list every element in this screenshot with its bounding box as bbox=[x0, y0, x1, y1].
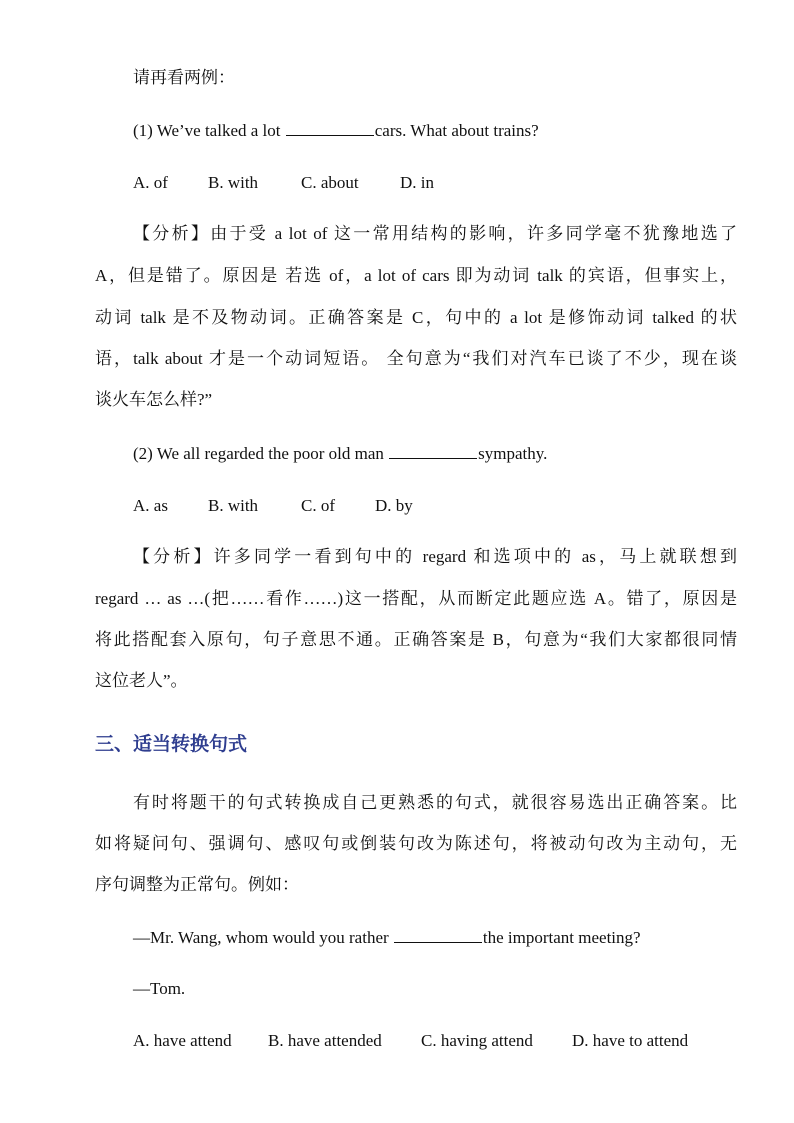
question-1-stem-before: (1) We’ve talked a lot bbox=[133, 121, 285, 140]
question-2-stem bbox=[133, 441, 547, 466]
section-3-paragraph-line-3: 序句调整为正常句。例如： bbox=[95, 875, 299, 894]
question-3-stem-after: the important meeting? bbox=[482, 928, 641, 947]
section-3-paragraph-line-1: 有时将题干的句式转换成自己更熟悉的句式，就很容易选出正确答案。比 bbox=[133, 793, 737, 812]
analysis-1-line-5: 谈火车怎么样?” bbox=[95, 390, 213, 409]
analysis-1-line-4: 语，talk about 才是一个动词短语。 全句意为“我们对汽车已谈了不少，现在谈 bbox=[95, 349, 737, 368]
intro-text: 请再看两例： bbox=[133, 68, 235, 87]
analysis-1-line-1: 【分析】由于受 a lot of 这一常用结构的影响，许多同学毫不犹豫地选了 bbox=[133, 224, 737, 243]
analysis-2-line-2: regard … as …(把……看作……)这一搭配，从而断定此题应选 A。错了，原因是 bbox=[95, 589, 737, 608]
question-1-option-d: D. in bbox=[400, 173, 434, 192]
analysis-2-line-4: 这位老人”。 bbox=[95, 671, 188, 690]
question-3-option-d: D. have to attend bbox=[572, 1031, 689, 1050]
question-2-option-b: B. with bbox=[208, 496, 259, 515]
question-1-option-a: A. of bbox=[133, 173, 168, 192]
question-3-stem bbox=[133, 925, 641, 950]
analysis-1-line-3: 动词 talk 是不及物动词。正确答案是 C，句中的 a lot 是修饰动词 talked 的状 bbox=[95, 308, 737, 327]
question-3-option-b: B. have attended bbox=[268, 1031, 382, 1050]
question-2-option-a: A. as bbox=[133, 496, 168, 515]
question-3-option-a: A. have attend bbox=[133, 1031, 232, 1050]
analysis-1-line-2: A，但是错了。原因是 若选 of，a lot of cars 即为动词 talk 的宾语，但事实上， bbox=[95, 266, 737, 285]
question-2-option-d: D. by bbox=[375, 496, 413, 515]
section-3-paragraph-line-2: 如将疑问句、强调句、感叹句或倒装句改为陈述句，将被动句改为主动句，无 bbox=[95, 834, 737, 853]
question-3-blank bbox=[394, 925, 482, 943]
question-2-stem-after: sympathy. bbox=[478, 444, 548, 463]
question-2-stem-before: (2) We all regarded the poor old man bbox=[133, 444, 389, 463]
question-3-answer-line: —Tom. bbox=[133, 979, 186, 998]
section-3-heading: 三、适当转换句式 bbox=[95, 733, 248, 755]
question-1-option-c: C. about bbox=[301, 173, 359, 192]
question-1-option-b: B. with bbox=[208, 173, 259, 192]
question-1-stem bbox=[133, 118, 539, 143]
question-1-blank bbox=[286, 118, 374, 136]
question-3-option-c: C. having attend bbox=[421, 1031, 533, 1050]
question-3-stem-before: —Mr. Wang, whom would you rather bbox=[133, 928, 393, 947]
analysis-2-line-3: 将此搭配套入原句，句子意思不通。正确答案是 B，句意为“我们大家都很同情 bbox=[95, 630, 737, 649]
question-2-option-c: C. of bbox=[301, 496, 335, 515]
question-1-stem-after: cars. What about trains? bbox=[374, 121, 539, 140]
analysis-2-line-1: 【分析】许多同学一看到句中的 regard 和选项中的 as，马上就联想到 bbox=[133, 547, 737, 566]
question-2-blank bbox=[389, 441, 477, 459]
